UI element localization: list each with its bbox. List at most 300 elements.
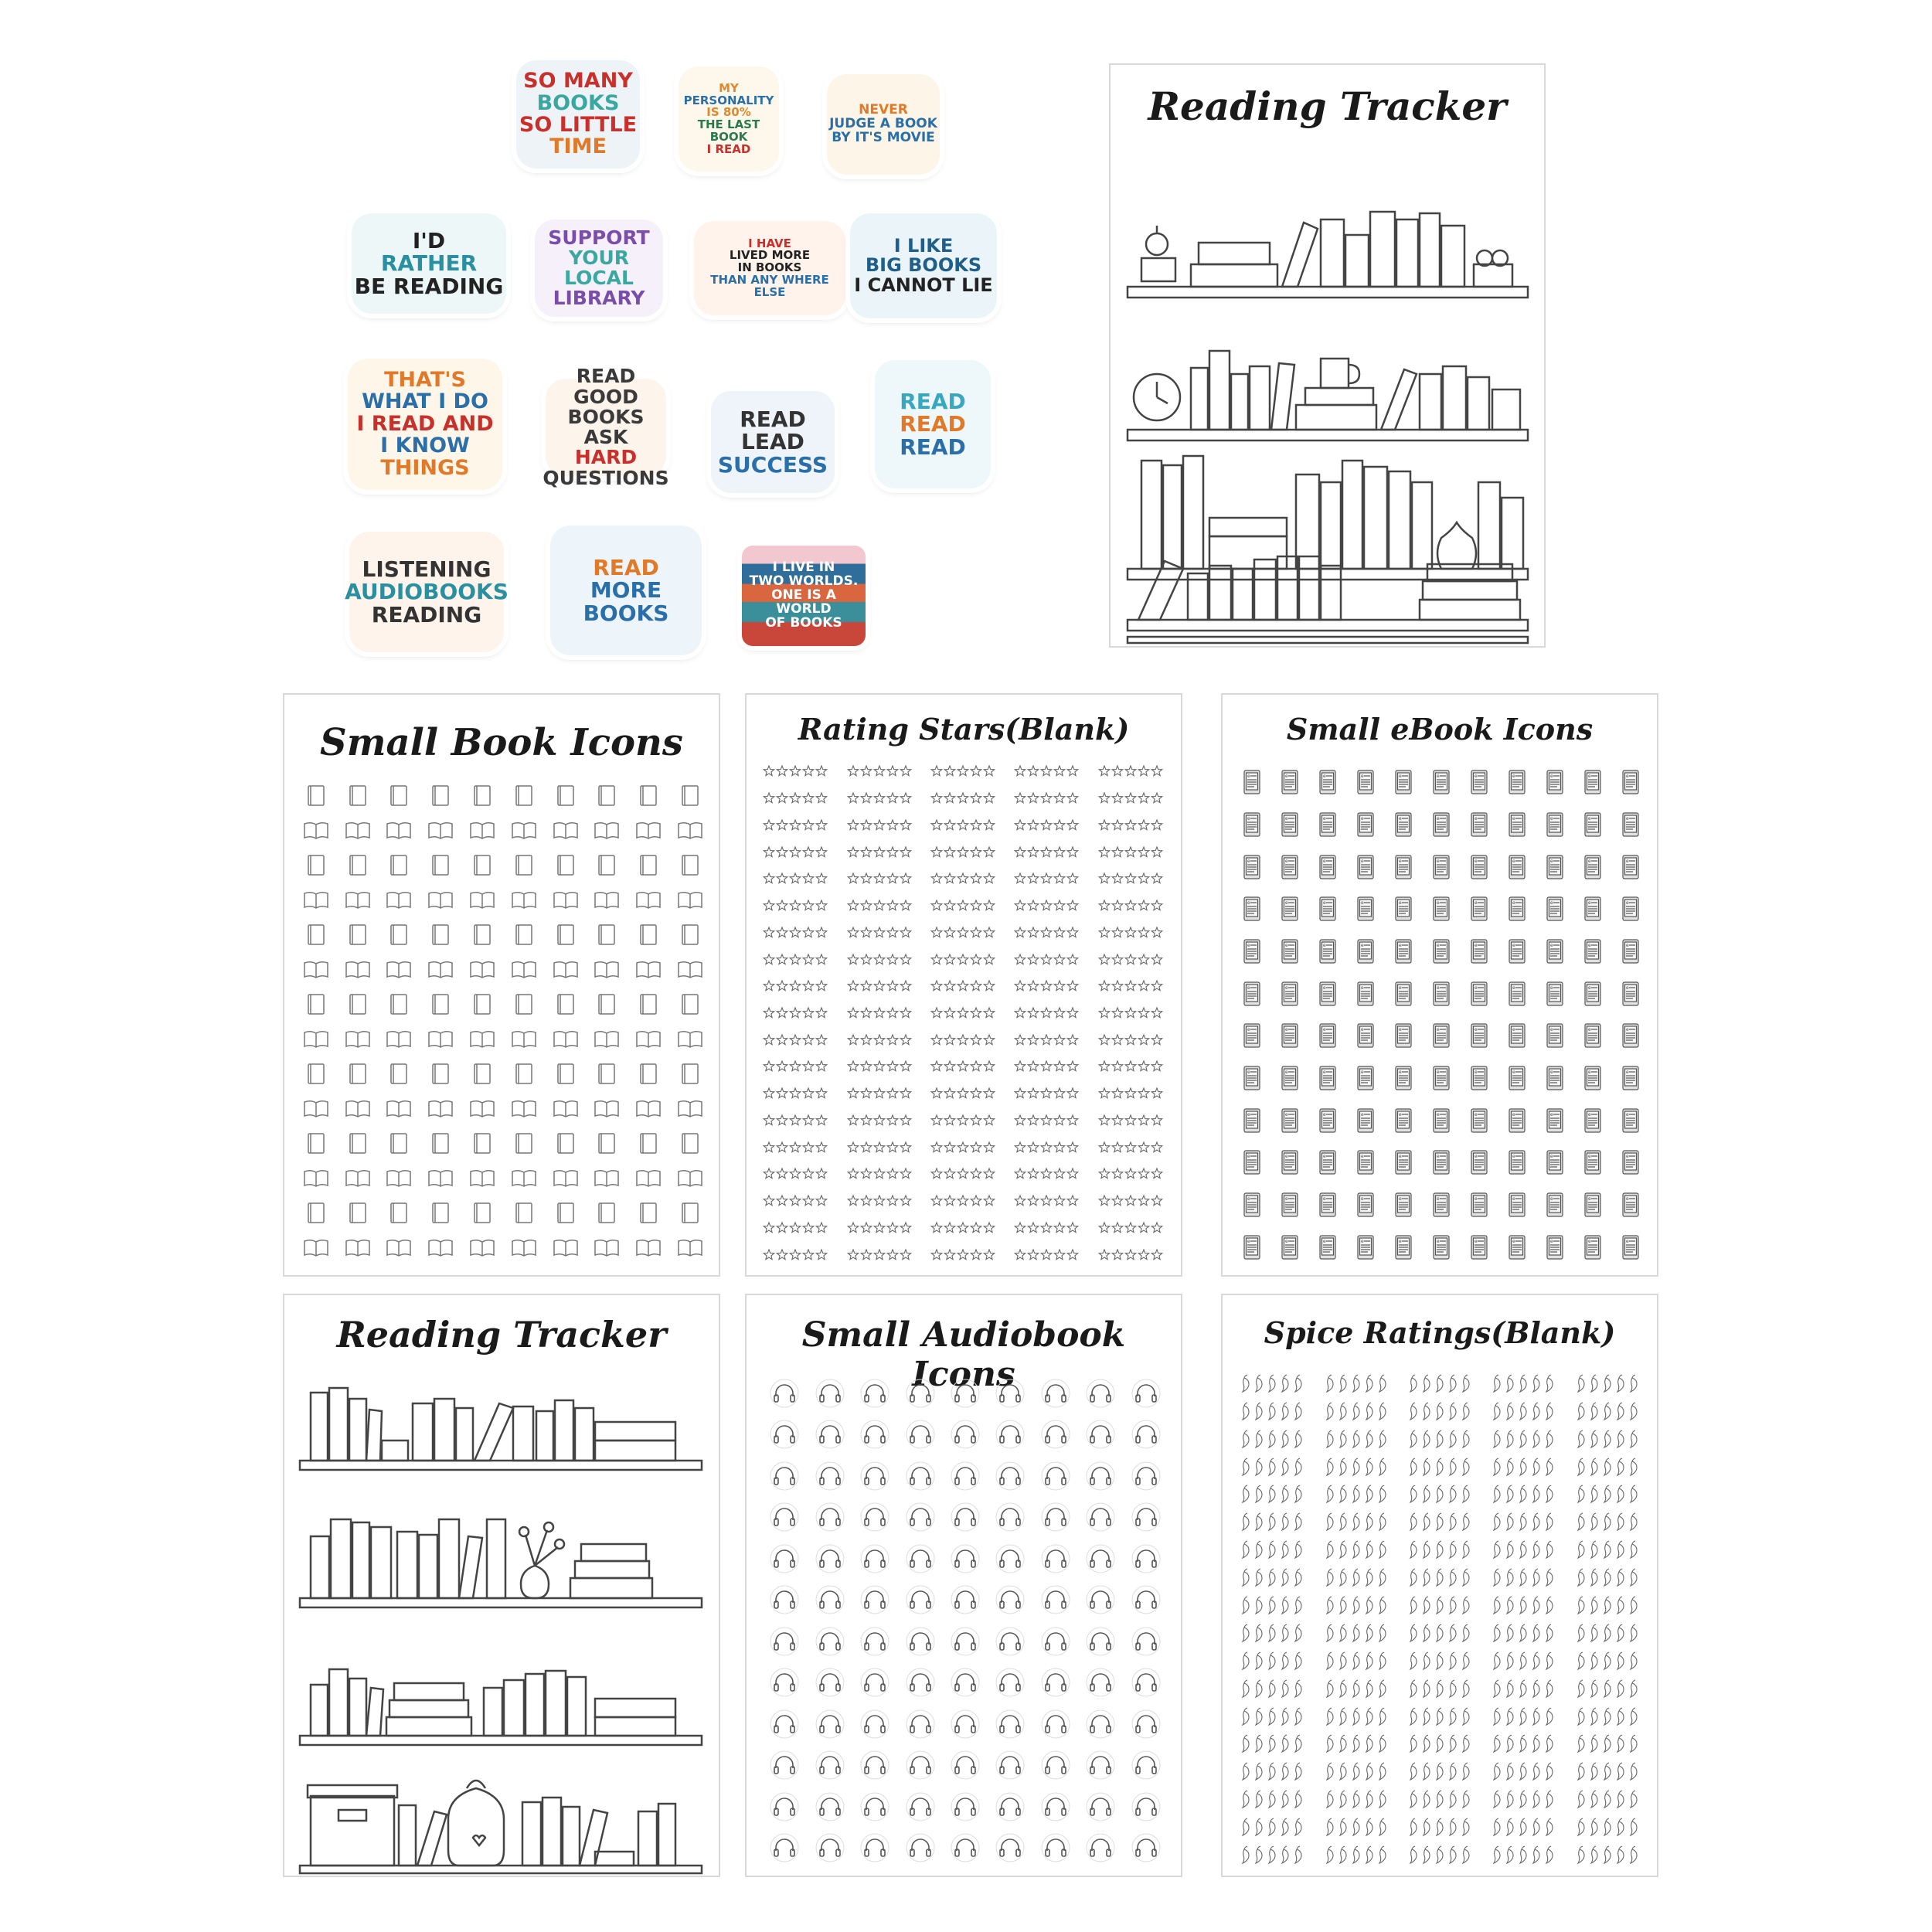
headphones-icon <box>1078 1497 1123 1539</box>
headphones-icon <box>807 1414 852 1456</box>
pepper-icon <box>1483 1647 1566 1675</box>
sticker-text: IN BOOKS <box>737 260 802 275</box>
sticker <box>875 360 991 488</box>
headphones-icon <box>1078 1745 1123 1787</box>
book-icon <box>669 883 711 917</box>
star-icon <box>1091 838 1175 866</box>
ebook-icon <box>1536 888 1573 930</box>
star-icon <box>839 1000 923 1027</box>
star-icon <box>839 758 923 785</box>
star-icon <box>923 758 1007 785</box>
svg-text:e: e <box>1625 1154 1629 1160</box>
book-icon <box>461 917 503 952</box>
svg-text:e: e <box>1512 942 1515 948</box>
book-icon <box>587 917 628 952</box>
star-icon <box>1007 946 1090 973</box>
reading-tracker-sheet-top <box>1109 63 1546 648</box>
svg-text:e: e <box>1323 1069 1326 1075</box>
svg-text:e: e <box>1625 900 1629 906</box>
book-icon <box>295 1056 337 1091</box>
pepper-icon <box>1483 1730 1566 1758</box>
book-icon <box>379 1230 420 1265</box>
small-book-icons-sheet <box>283 693 720 1277</box>
headphones-icon <box>852 1414 897 1456</box>
headphones-icon <box>988 1372 1032 1414</box>
svg-text:e: e <box>1323 858 1326 864</box>
svg-text:e: e <box>1285 1069 1289 1075</box>
ebook-icon <box>1347 972 1385 1015</box>
small-audiobook-icons-sheet <box>745 1294 1182 1877</box>
svg-text:e: e <box>1323 900 1326 906</box>
headphones-icon <box>1124 1621 1168 1662</box>
headphones-icon <box>852 1580 897 1621</box>
book-icon <box>420 1056 461 1091</box>
sticker-text: READ <box>593 554 659 580</box>
star-icon <box>839 1215 923 1242</box>
sticker <box>348 359 502 490</box>
book-icon <box>669 778 711 813</box>
star-icon <box>756 1161 839 1188</box>
ebook-icon <box>1385 1057 1423 1100</box>
pepper-icon <box>1483 1508 1566 1536</box>
ebook-icon <box>1460 804 1498 846</box>
book-icon <box>420 778 461 813</box>
book-icon <box>669 917 711 952</box>
book-icon <box>420 987 461 1022</box>
ebook-icon <box>1498 1015 1536 1057</box>
book-icon <box>420 1161 461 1196</box>
book-icon <box>420 1126 461 1161</box>
sticker-text: QUESTIONS <box>543 466 669 489</box>
sheet-title: Small eBook Icons <box>1286 712 1594 747</box>
book-icon <box>669 1196 711 1230</box>
sticker-text: ONE IS A WORLD <box>771 587 836 617</box>
pepper-icon <box>1483 1841 1566 1869</box>
headphones-icon <box>762 1745 807 1787</box>
svg-text:e: e <box>1247 985 1251 991</box>
headphones-icon <box>852 1455 897 1497</box>
svg-text:e: e <box>1247 1111 1251 1117</box>
star-icon <box>1007 1000 1090 1027</box>
headphones-icon <box>988 1580 1032 1621</box>
book-icon <box>379 1091 420 1126</box>
pepper-icon <box>1400 1702 1483 1730</box>
svg-text:e: e <box>1512 858 1515 864</box>
ebook-icon <box>1423 761 1461 804</box>
ebook-icon <box>1498 1057 1536 1100</box>
ebook-icon <box>1611 1057 1649 1100</box>
headphones-icon <box>1124 1455 1168 1497</box>
pepper-icon <box>1483 1702 1566 1730</box>
pepper-icon <box>1315 1647 1399 1675</box>
ebook-icon <box>1309 1184 1347 1226</box>
svg-text:e: e <box>1285 815 1289 821</box>
svg-text:e: e <box>1512 1111 1515 1117</box>
pepper-icon <box>1232 1369 1315 1397</box>
star-icon <box>1091 1188 1175 1215</box>
svg-text:e: e <box>1323 985 1326 991</box>
svg-text:e: e <box>1399 858 1402 864</box>
ebook-icon <box>1347 1015 1385 1057</box>
pepper-icon <box>1315 1536 1399 1563</box>
svg-text:e: e <box>1625 1069 1629 1075</box>
book-icon <box>337 1161 379 1196</box>
svg-text:e: e <box>1625 1238 1629 1244</box>
ebook-icon <box>1573 972 1611 1015</box>
ebook-icon <box>1536 761 1573 804</box>
headphones-icon <box>762 1455 807 1497</box>
headphones-icon <box>988 1497 1032 1539</box>
headphones-icon <box>988 1414 1032 1456</box>
pepper-icon <box>1483 1757 1566 1785</box>
ebook-icon <box>1611 972 1649 1015</box>
book-icon <box>295 1126 337 1161</box>
ebook-icon <box>1385 1141 1423 1184</box>
ebook-icon <box>1271 1099 1309 1141</box>
headphones-icon <box>943 1580 988 1621</box>
ebook-icon <box>1423 1226 1461 1268</box>
sticker-text: SO LITTLE <box>519 113 638 137</box>
sticker-text: AUDIOBOOKS <box>345 579 509 605</box>
ebook-icon <box>1309 761 1347 804</box>
headphones-icon <box>1124 1372 1168 1414</box>
ebook-icon <box>1271 1057 1309 1100</box>
sticker-text: BY IT'S MOVIE <box>832 129 935 145</box>
svg-text:e: e <box>1361 985 1364 991</box>
ebook-icon <box>1573 1226 1611 1268</box>
sticker-text: JUDGE A BOOK <box>829 116 937 132</box>
svg-text:e: e <box>1247 1154 1251 1160</box>
pepper-icon <box>1400 1536 1483 1563</box>
svg-text:e: e <box>1323 942 1326 948</box>
book-icon <box>295 813 337 848</box>
pepper-icon <box>1483 1675 1566 1702</box>
headphones-icon <box>762 1703 807 1745</box>
pepper-icon <box>1315 1675 1399 1702</box>
pepper-icon <box>1567 1453 1651 1481</box>
audiobook-icon-grid <box>762 1372 1168 1869</box>
book-icon <box>628 1022 669 1056</box>
pepper-icon <box>1483 1619 1566 1647</box>
svg-text:e: e <box>1512 1069 1515 1075</box>
book-icon <box>587 1091 628 1126</box>
star-icon <box>839 838 923 866</box>
star-icon <box>756 919 839 946</box>
ebook-icon <box>1611 804 1649 846</box>
ebook-icon <box>1271 930 1309 973</box>
ebook-icon <box>1573 930 1611 973</box>
star-icon <box>1091 785 1175 812</box>
ebook-icon <box>1423 1184 1461 1226</box>
headphones-icon <box>852 1372 897 1414</box>
star-icon <box>923 785 1007 812</box>
book-icon <box>628 1196 669 1230</box>
book-icon-grid <box>295 778 711 1265</box>
book-icon <box>295 1161 337 1196</box>
pepper-icon <box>1232 1730 1315 1758</box>
pepper-icon <box>1315 1841 1399 1869</box>
sticker-text: I CANNOT LIE <box>854 274 993 296</box>
star-icon <box>756 1080 839 1107</box>
star-icon <box>923 1188 1007 1215</box>
headphones-icon <box>897 1372 942 1414</box>
sticker-text: TIME <box>549 134 607 159</box>
sticker-text: SUPPORT <box>548 226 650 249</box>
star-icon <box>1091 811 1175 838</box>
star-icon <box>923 866 1007 893</box>
pepper-icon <box>1232 1536 1315 1563</box>
pepper-icon <box>1315 1785 1399 1813</box>
pepper-icon <box>1315 1591 1399 1619</box>
svg-text:e: e <box>1474 1196 1478 1202</box>
ebook-icon <box>1611 1226 1649 1268</box>
ebook-icon <box>1498 1184 1536 1226</box>
book-icon <box>545 917 587 952</box>
star-icon <box>1091 893 1175 920</box>
ebook-icon <box>1536 1099 1573 1141</box>
sticker <box>543 365 669 489</box>
pepper-icon <box>1315 1619 1399 1647</box>
headphones-icon <box>1078 1414 1123 1456</box>
svg-text:e: e <box>1474 942 1478 948</box>
svg-text:e: e <box>1247 942 1251 948</box>
star-icon <box>1091 1215 1175 1242</box>
sticker-text: THAN ANY WHERE ELSE <box>710 272 829 299</box>
svg-text:e: e <box>1361 1154 1364 1160</box>
book-icon <box>461 1056 503 1091</box>
pepper-icon <box>1232 1702 1315 1730</box>
ebook-icon <box>1573 888 1611 930</box>
headphones-icon <box>762 1372 807 1414</box>
sticker-text: I LIVE IN <box>772 560 835 576</box>
ebook-icon <box>1347 1099 1385 1141</box>
headphones-icon <box>852 1662 897 1704</box>
pepper-icon <box>1315 1397 1399 1425</box>
sticker-text: SO MANY <box>523 69 633 94</box>
svg-text:e: e <box>1436 1238 1440 1244</box>
ebook-icon <box>1460 761 1498 804</box>
pepper-icon <box>1483 1369 1566 1397</box>
svg-text:e: e <box>1323 1196 1326 1202</box>
star-icon <box>923 1134 1007 1161</box>
pepper-icon <box>1315 1453 1399 1481</box>
svg-text:e: e <box>1587 1196 1591 1202</box>
star-icon <box>923 1107 1007 1134</box>
star-icon <box>923 1026 1007 1053</box>
ebook-icon <box>1309 804 1347 846</box>
sticker-text: READ <box>900 388 966 414</box>
sticker <box>679 66 779 172</box>
ebook-icon <box>1385 1015 1423 1057</box>
star-icon <box>756 1188 839 1215</box>
ebook-icon <box>1536 804 1573 846</box>
ebook-icon <box>1573 1184 1611 1226</box>
book-icon <box>545 1022 587 1056</box>
star-icon <box>923 893 1007 920</box>
svg-text:e: e <box>1361 900 1364 906</box>
ebook-icon <box>1309 1141 1347 1184</box>
sticker-text: MY <box>719 80 739 95</box>
ebook-icon <box>1536 1015 1573 1057</box>
svg-text:e: e <box>1436 858 1440 864</box>
book-icon <box>337 1056 379 1091</box>
sticker-text: TWO WORLDS. <box>749 573 859 590</box>
svg-text:e: e <box>1399 1196 1402 1202</box>
book-icon <box>461 1161 503 1196</box>
pepper-icon <box>1315 1730 1399 1758</box>
headphones-icon <box>1124 1497 1168 1539</box>
ebook-icon <box>1233 761 1271 804</box>
sticker-text: BOOKS <box>536 90 620 115</box>
pepper-icon <box>1232 1425 1315 1453</box>
star-icon <box>923 919 1007 946</box>
sticker-text: SUCCESS <box>717 451 828 478</box>
ebook-icon <box>1271 1226 1309 1268</box>
ebook-icon <box>1498 1226 1536 1268</box>
star-icon <box>1007 1134 1090 1161</box>
ebook-icon <box>1460 930 1498 973</box>
sheet-title: Small Audiobook Icons <box>801 1315 1126 1394</box>
pepper-icon <box>1567 1591 1651 1619</box>
star-icon <box>1007 1161 1090 1188</box>
star-icon <box>923 838 1007 866</box>
star-icon <box>1091 1080 1175 1107</box>
ebook-icon <box>1498 804 1536 846</box>
ebook-icon <box>1498 1141 1536 1184</box>
headphones-icon <box>897 1580 942 1621</box>
ebook-icon <box>1423 804 1461 846</box>
book-icon <box>503 1126 545 1161</box>
headphones-icon <box>897 1621 942 1662</box>
star-icon <box>839 811 923 838</box>
book-icon <box>587 813 628 848</box>
ebook-icon <box>1271 1184 1309 1226</box>
small-ebook-icons-sheet <box>1221 693 1658 1277</box>
sheet-title: Reading Tracker <box>336 1314 667 1355</box>
ebook-icon <box>1423 1015 1461 1057</box>
pepper-icon <box>1567 1619 1651 1647</box>
pepper-icon <box>1400 1785 1483 1813</box>
book-icon <box>337 1126 379 1161</box>
sticker-text: LIVED MORE <box>729 248 811 263</box>
ebook-icon-grid <box>1233 761 1649 1268</box>
star-icon <box>839 1080 923 1107</box>
book-icon <box>628 883 669 917</box>
pepper-icon <box>1232 1563 1315 1591</box>
ebook-icon <box>1460 1015 1498 1057</box>
headphones-icon <box>943 1538 988 1580</box>
sticker-text: READ GOOD <box>573 365 638 408</box>
headphones-icon <box>807 1745 852 1787</box>
svg-text:e: e <box>1399 1027 1402 1033</box>
svg-text:e: e <box>1399 900 1402 906</box>
star-icon <box>756 838 839 866</box>
ebook-icon <box>1460 1184 1498 1226</box>
headphones-icon <box>897 1703 942 1745</box>
sticker <box>516 60 640 168</box>
book-icon <box>669 1091 711 1126</box>
book-icon <box>379 883 420 917</box>
svg-text:e: e <box>1474 1111 1478 1117</box>
star-icon <box>756 1215 839 1242</box>
book-icon <box>545 883 587 917</box>
headphones-icon <box>762 1786 807 1828</box>
headphones-icon <box>988 1786 1032 1828</box>
svg-text:e: e <box>1399 1111 1402 1117</box>
svg-text:e: e <box>1436 1154 1440 1160</box>
headphones-icon <box>1078 1455 1123 1497</box>
svg-text:e: e <box>1247 1238 1251 1244</box>
star-icon <box>756 893 839 920</box>
book-icon <box>337 1091 379 1126</box>
book-icon <box>295 1196 337 1230</box>
book-icon <box>587 883 628 917</box>
sticker <box>742 546 866 646</box>
headphones-icon <box>1033 1372 1078 1414</box>
book-icon <box>295 848 337 883</box>
star-icon <box>839 973 923 1000</box>
headphones-icon <box>1078 1662 1123 1704</box>
book-icon <box>545 848 587 883</box>
headphones-icon <box>1124 1580 1168 1621</box>
svg-text:e: e <box>1285 1027 1289 1033</box>
ebook-icon <box>1271 1141 1309 1184</box>
book-icon <box>503 1056 545 1091</box>
ebook-icon <box>1233 1141 1271 1184</box>
svg-text:e: e <box>1474 815 1478 821</box>
ebook-icon <box>1385 930 1423 973</box>
headphones-icon <box>1124 1786 1168 1828</box>
book-icon <box>337 987 379 1022</box>
star-icon <box>1091 1000 1175 1027</box>
sticker-text: THE LAST BOOK <box>697 117 760 144</box>
book-icon <box>628 848 669 883</box>
pepper-icon <box>1483 1397 1566 1425</box>
headphones-icon <box>943 1745 988 1787</box>
svg-text:e: e <box>1285 1196 1289 1202</box>
book-icon <box>587 1230 628 1265</box>
pepper-icon <box>1567 1563 1651 1591</box>
svg-text:e: e <box>1474 985 1478 991</box>
book-icon <box>503 778 545 813</box>
book-icon <box>503 883 545 917</box>
sticker-text: I LIKE <box>893 235 954 257</box>
pepper-icon <box>1483 1563 1566 1591</box>
pepper-icon <box>1567 1647 1651 1675</box>
svg-text:e: e <box>1247 1069 1251 1075</box>
svg-text:e: e <box>1436 1111 1440 1117</box>
sticker <box>535 219 663 317</box>
svg-text:e: e <box>1549 858 1553 864</box>
svg-text:e: e <box>1285 1111 1289 1117</box>
star-icon <box>839 946 923 973</box>
headphones-icon <box>807 1703 852 1745</box>
ebook-icon <box>1611 1141 1649 1184</box>
svg-text:e: e <box>1512 1196 1515 1202</box>
svg-text:e: e <box>1436 1027 1440 1033</box>
svg-text:e: e <box>1587 1111 1591 1117</box>
ebook-icon <box>1460 1226 1498 1268</box>
pepper-icon <box>1400 1425 1483 1453</box>
headphones-icon <box>807 1580 852 1621</box>
star-rating-grid <box>756 758 1175 1268</box>
ebook-icon <box>1611 761 1649 804</box>
svg-text:e: e <box>1436 1069 1440 1075</box>
star-icon <box>839 1026 923 1053</box>
sticker-text: READING <box>371 601 482 628</box>
book-icon <box>669 848 711 883</box>
book-icon <box>503 1161 545 1196</box>
